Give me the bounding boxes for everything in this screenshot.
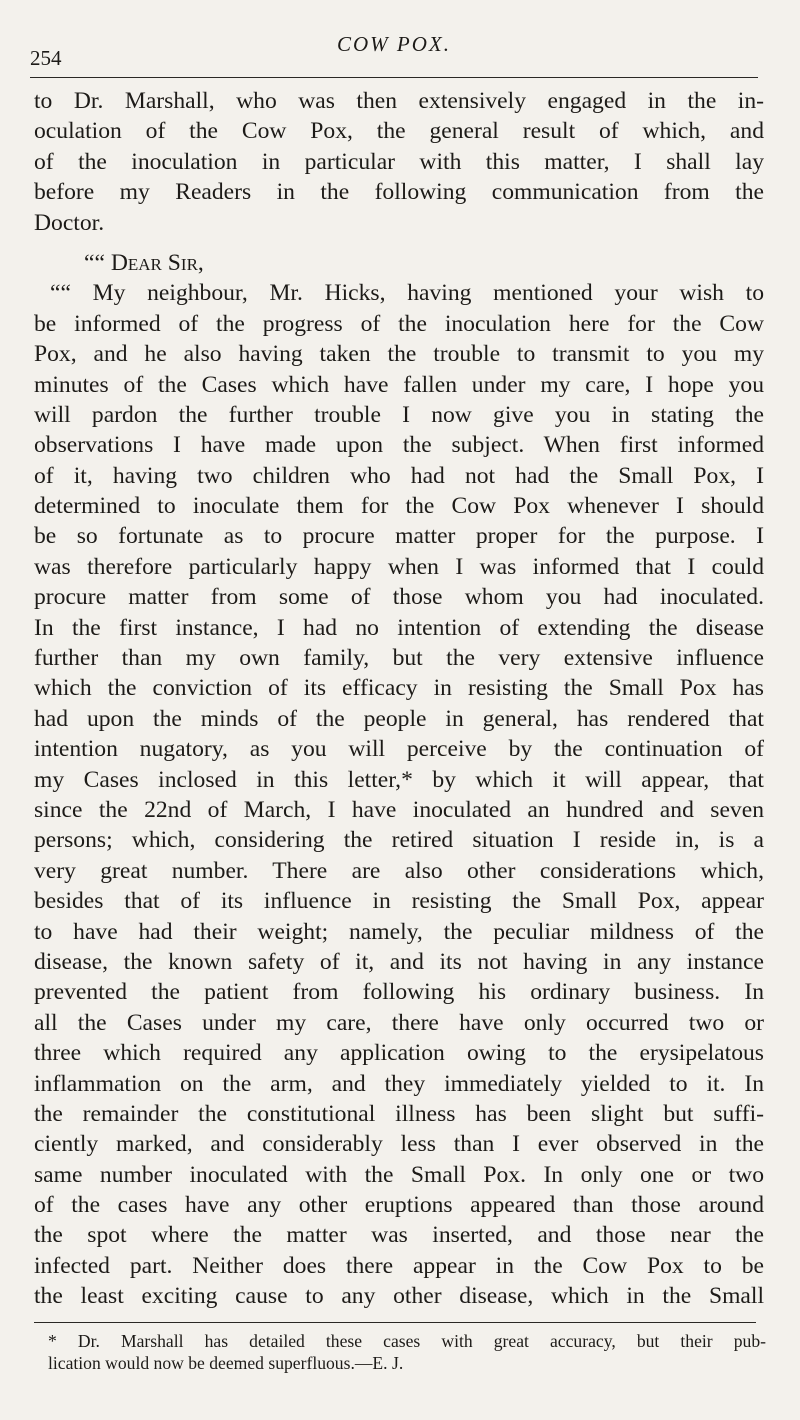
text-line: inflammation on the arm, and they immediately yielded to it. In	[34, 1070, 764, 1097]
text-line: determined to inoculate them for the Cow Pox whenever I should	[34, 493, 764, 520]
text-line: Pox, and he also having taken the trouble to transmit to you my	[34, 341, 764, 368]
text-line: was therefore particularly happy when I was informed that I could	[34, 553, 764, 580]
text-line: the remainder the constitutional illness has been slight but suffi-	[34, 1100, 764, 1127]
page-number: 254	[30, 46, 62, 70]
text-line: since the 22nd of March, I have inoculated an hundred and seven	[34, 796, 764, 823]
text-line: which the conviction of its efficacy in resisting the Small Pox has	[34, 675, 764, 702]
text-line: oculation of the Cow Pox, the general result of which, and	[34, 118, 764, 145]
body-text	[34, 86, 764, 1312]
text-line: will pardon the further trouble I now give you in stating the	[34, 401, 764, 428]
text-line: my Cases inclosed in this letter,* by which it will appear, that	[34, 766, 764, 793]
text-line: procure matter from some of those whom you had inoculated.	[34, 584, 764, 611]
footnote-rule	[34, 1322, 756, 1323]
text-line: persons; which, considering the retired situation I reside in, is a	[34, 827, 764, 854]
text-line: ciently marked, and considerably less than I ever observed in the	[34, 1131, 764, 1158]
page-header	[30, 26, 758, 76]
text-line: three which required any application owing to the erysipelatous	[34, 1040, 764, 1067]
text-line: ““ My neighbour, Mr. Hicks, having mentioned your wish to	[50, 280, 764, 307]
text-line: same number inoculated with the Small Pox. In only one or two	[34, 1161, 764, 1188]
text-line: had upon the minds of the people in general, has rendered that	[34, 705, 764, 732]
text-line: of it, having two children who had not had the Small Pox, I	[34, 462, 764, 489]
text-line: all the Cases under my care, there have only occurred two or	[34, 1009, 764, 1036]
text-line: of the inoculation in particular with this matter, I shall lay	[34, 148, 764, 175]
text-line: minutes of the Cases which have fallen under my care, I hope you	[34, 371, 764, 398]
letter-salutation	[84, 248, 764, 278]
text-line: observations I have made upon the subject. When first informed	[34, 432, 764, 459]
text-line: besides that of its influence in resisting the Small Pox, appear	[34, 888, 764, 915]
text-line: disease, the known safety of it, and its not having in any instance	[34, 948, 764, 975]
text-line: In the first instance, I had no intention of extending the disease	[34, 614, 764, 641]
text-line: of the cases have any other eruptions appeared than those around	[34, 1192, 764, 1219]
salutation-quote: ““	[84, 249, 111, 276]
salutation-text: Dear Sir,	[110, 249, 204, 276]
paragraph-intro	[34, 86, 764, 238]
text-line: Doctor.	[34, 209, 105, 236]
text-line: very great number. There are also other considerations which,	[34, 857, 764, 884]
header-rule	[30, 77, 758, 78]
text-line: the spot where the matter was inserted, and those near the	[34, 1222, 764, 1249]
text-line: prevented the patient from following his ordinary business. In	[34, 979, 764, 1006]
text-line: be informed of the progress of the inoculation here for the Cow	[34, 310, 764, 337]
text-line: further than my own family, but the very extensive influence	[34, 645, 764, 672]
letter-body	[34, 278, 764, 1311]
text-line: intention nugatory, as you will perceive by the continuation of	[34, 736, 764, 763]
text-line: before my Readers in the following communication from the	[34, 179, 764, 206]
footnote-line: lication would now be deemed superfluous.—E. J.	[48, 1353, 404, 1373]
text-line: to Dr. Marshall, who was then extensively engaged in the in-	[34, 88, 764, 114]
footnote	[48, 1330, 766, 1374]
running-head: COW POX.	[337, 32, 451, 56]
text-line: to have had their weight; namely, the peculiar mildness of the	[34, 918, 764, 945]
footnote-line: * Dr. Marshall has detailed these cases with great accuracy, but their pub-	[48, 1331, 766, 1351]
text-line: infected part. Neither does there appear in the Cow Pox to be	[34, 1252, 764, 1279]
text-line: the least exciting cause to any other disease, which in the Small	[34, 1283, 764, 1310]
text-line: be so fortunate as to procure matter proper for the purpose. I	[34, 523, 764, 550]
